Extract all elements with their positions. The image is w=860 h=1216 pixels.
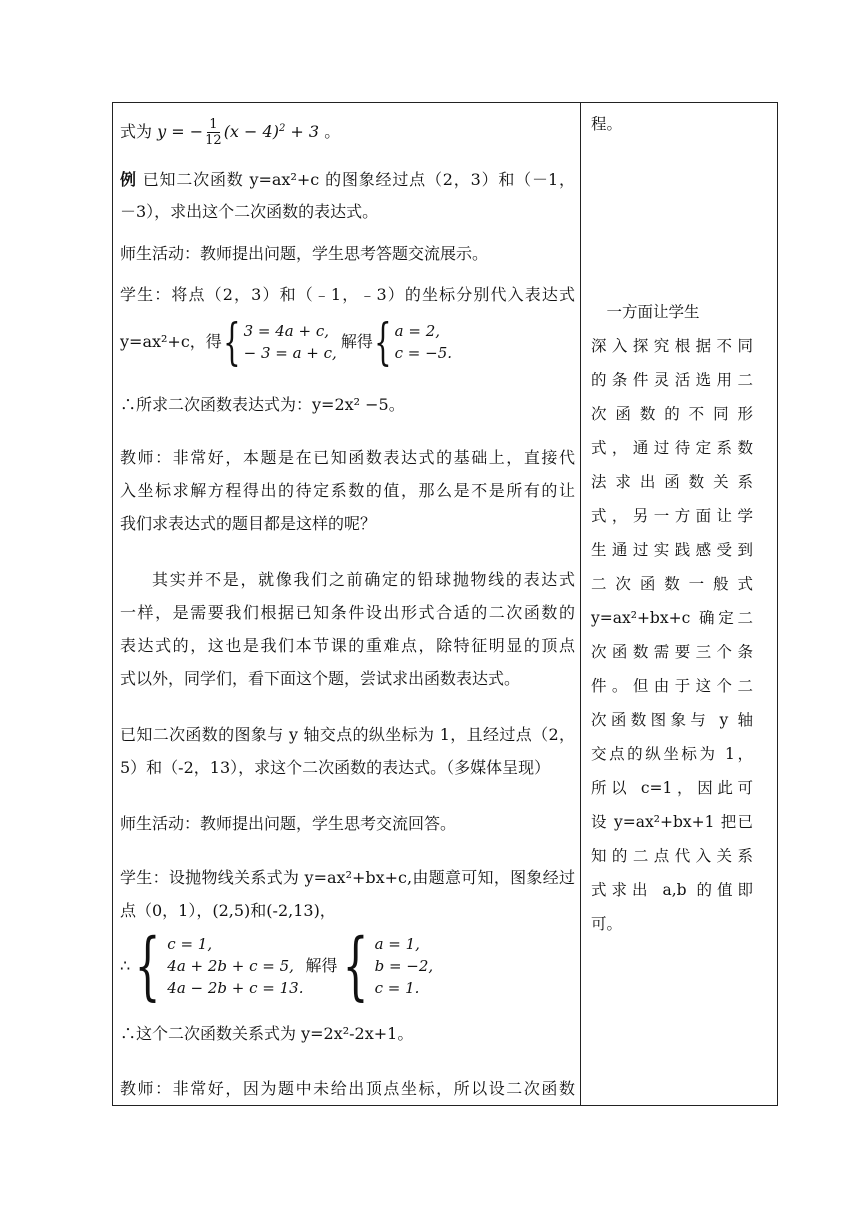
left-brace: { [222,313,241,371]
note-line: y=ax²+bx+c 确定二 [591,609,753,627]
note-line: 可。 [591,915,623,933]
note-line: 次函数的不同形 [591,405,753,423]
left-brace: { [134,923,161,1009]
note-line: 件。但由于这个二 [591,677,753,695]
activity-2: 师生活动：教师提出问题，学生思考交流回答。 [120,814,457,833]
note-line: 交点的纵坐标为 1， [591,745,753,763]
note-line: 的条件灵活选用二 [591,371,753,389]
note-line: 次函数需要三个条 [591,643,753,661]
student-2-line-1: 学生：设抛物线关系式为 y=ax²+bx+c,由题意可知，图象经过 [120,868,575,887]
paragraph-line-3: 表达式的，这也是我们本节课的重难点，除特征明显的顶点 [120,636,575,655]
paragraph-line-2: 一样，是需要我们根据已知条件设出形式合适的二次函数的 [120,603,575,622]
vertex-formula: y = − $\frac{1}{12}$ $(x - 4)^2 + 3$ [157,117,320,148]
solution-system-2: { a = 1, b = −2, c = 1. [342,923,434,1009]
student-2-system: ∴ { c = 1, 4a + 2b + c = 5, 4a − 2b + c = 13. 解得 { a = 1, b = −2, c = 1. [120,923,434,1009]
fraction: $\frac{1}{12}$ [205,117,222,148]
note-line: 所以 c=1，因此可 [591,779,753,797]
note-line: 式求出 a,b 的值即 [591,881,753,899]
note-line: 生通过实践感受到 [591,541,753,559]
example-line-1: 例 已知二次函数 y=ax²+c 的图象经过点（2，3）和（－1， [120,170,575,189]
student-1-system: y=ax²+c，得 { 3 = 4a + c, − 3 = a + c, 解得 { a = 2, c = −5. [120,313,453,371]
teacher-1-line-1: 教师：非常好，本题是在已知函数表达式的基础上，直接代 [120,448,575,467]
student-2-line-2: 点（0，1），(2,5)和(-2,13)， [120,901,336,920]
note-line: 次函数图象与 y 轴 [591,711,753,729]
left-brace: { [342,923,368,1009]
note-line: 深入探究根据不同 [591,337,753,355]
teacher-1-line-3: 我们求表达式的题目都是这样的呢？ [120,514,377,533]
paragraph-line-4: 式以外，同学们，看下面这个题，尝试求出函数表达式。 [120,669,521,688]
paragraph-line-1: 其实并不是，就像我们之前确定的铅球抛物线的表达式 [152,570,575,589]
note-line: 程。 [591,115,623,133]
note-line: 式，另一方面让学 [591,507,753,525]
left-brace: { [373,313,392,371]
equation-system-1: { 3 = 4a + c, − 3 = a + c, [222,313,337,371]
note-line: 二次函数一般式 [591,575,753,593]
result-2: ∴这个二次函数关系式为 y=2x²-2x+1。 [120,1024,414,1043]
solution-system-1: { a = 2, c = −5. [373,313,453,371]
note-line: 式，通过待定系数 [591,439,753,457]
result-1: ∴所求二次函数表达式为：y=2x² −5。 [120,395,405,414]
lesson-table [112,102,778,1106]
student-1-line-1: 学生：将点（2，3）和（﹣1，﹣3）的坐标分别代入表达式 [120,285,575,304]
note-line: 设 y=ax²+bx+1 把已 [591,813,753,831]
formula-line: 式为 y = − $\frac{1}{12}$ $(x - 4)^2 + 3$ 。 [120,117,341,148]
teacher-1-line-2: 入坐标求解方程得出的待定系数的值，那么是不是所有的让 [120,481,575,500]
teacher-2-line-1: 教师：非常好，因为题中未给出顶点坐标，所以设二次函数 [120,1079,575,1098]
note-line: 一方面让学生 [591,303,700,321]
note-line: 法求出函数关系 [591,473,753,491]
question-line-1: 已知二次函数的图象与 y 轴交点的纵坐标为 1，且经过点（2， [120,725,575,744]
content-column [120,103,575,1105]
question-line-2: 5）和（-2，13），求这个二次函数的表达式。（多媒体呈现） [120,758,551,777]
notes-column [591,103,771,1105]
example-label: 例 [120,170,137,189]
activity-1: 师生活动：教师提出问题，学生思考答题交流展示。 [120,244,489,263]
note-line: 知的二点代入关系 [591,847,753,865]
example-line-2: －3），求出这个二次函数的表达式。 [120,202,379,221]
column-divider [580,103,581,1105]
equation-system-2: { c = 1, 4a + 2b + c = 5, 4a − 2b + c = 13. [134,923,304,1009]
